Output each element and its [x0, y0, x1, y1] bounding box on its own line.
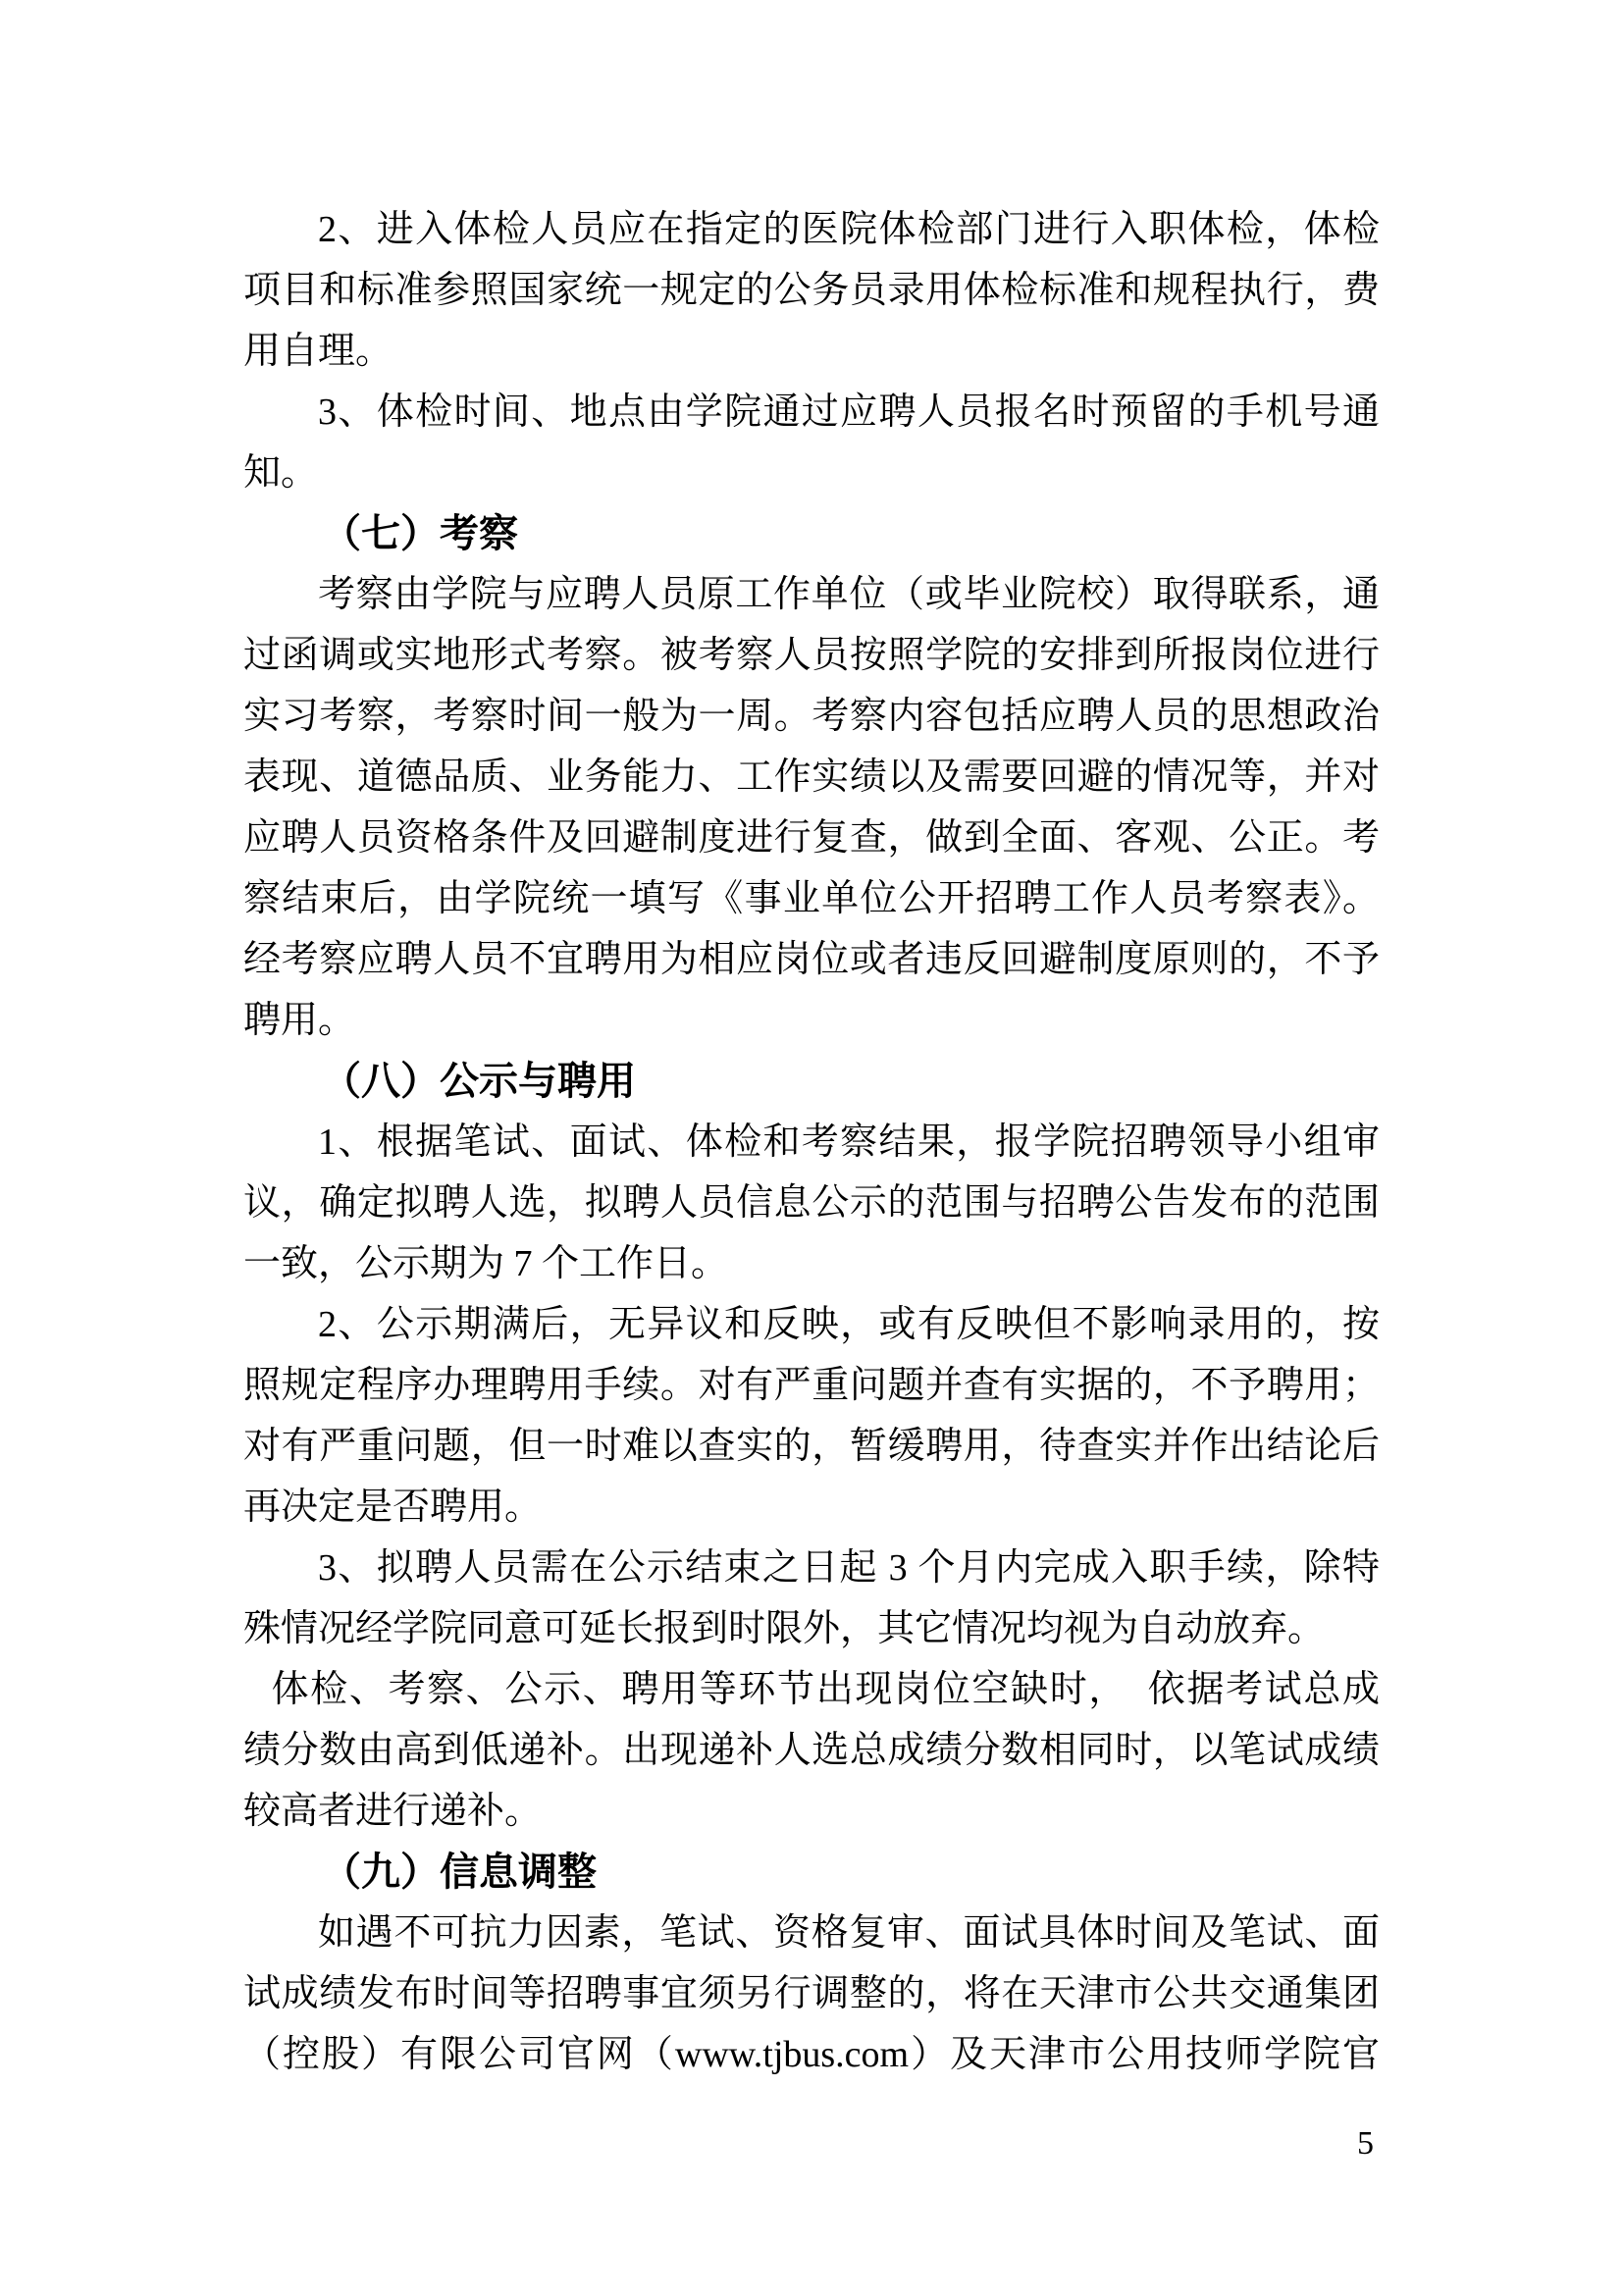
text-line: 照规定程序办理聘用手续。对有严重问题并查有实据的，不予聘用； — [243, 1365, 1380, 1406]
text-line: 应聘人员资格条件及回避制度进行复查，做到全面、客观、公正。考 — [243, 817, 1380, 859]
text-line: 实习考察，考察时间一般为一周。考察内容包括应聘人员的思想政治 — [243, 696, 1380, 737]
text-line: 一致，公示期为 7 个工作日。 — [243, 1243, 729, 1284]
text-line: 知。 — [243, 452, 319, 494]
text-line: 2、公示期满后，无异议和反映，或有反映但不影响录用的，按 — [318, 1304, 1380, 1345]
text-line: 用自理。 — [243, 331, 393, 372]
text-line: 表现、道德品质、业务能力、工作实绩以及需要回避的情况等，并对 — [243, 757, 1380, 798]
text-line: 项目和标准参照国家统一规定的公务员录用体检标准和规程执行，费 — [243, 270, 1380, 311]
text-line: 1、根据笔试、面试、体检和考察结果，报学院招聘领导小组审 — [318, 1122, 1380, 1163]
section-heading: （八）公示与聘用 — [322, 1059, 636, 1103]
text-line: 3、拟聘人员需在公示结束之日起 3 个月内完成入职手续，除特 — [318, 1547, 1380, 1589]
text-line: 2、进入体检人员应在指定的医院体检部门进行入职体检，体检 — [318, 209, 1380, 250]
document-body — [243, 199, 1380, 2085]
text-line: 过函调或实地形式考察。被考察人员按照学院的安排到所报岗位进行 — [243, 635, 1380, 676]
text-line: （控股）有限公司官网（www.tjbus.com）及天津市公用技师学院官 — [243, 2034, 1380, 2075]
section-heading: （七）考察 — [322, 511, 518, 555]
text-line: 再决定是否聘用。 — [243, 1487, 543, 1528]
text-line: 如遇不可抗力因素，笔试、资格复审、面试具体时间及笔试、面 — [318, 1912, 1380, 1954]
text-line: 经考察应聘人员不宜聘用为相应岗位或者违反回避制度原则的，不予 — [243, 939, 1380, 980]
text-line: 聘用。 — [243, 1000, 356, 1041]
text-line: 察结束后，由学院统一填写《事业单位公开招聘工作人员考察表》。 — [243, 878, 1380, 919]
page-number: 5 — [1357, 2125, 1374, 2162]
text-line: 绩分数由高到低递补。出现递补人选总成绩分数相同时，以笔试成绩 — [243, 1730, 1380, 1771]
text-line: 体检、考察、公示、聘用等环节出现岗位空缺时， 依据考试总成 — [271, 1669, 1380, 1710]
text-line: 对有严重问题，但一时难以查实的，暂缓聘用，待查实并作出结论后 — [243, 1426, 1380, 1467]
text-line: 3、体检时间、地点由学院通过应聘人员报名时预留的手机号通 — [318, 391, 1380, 433]
text-line: 考察由学院与应聘人员原工作单位（或毕业院校）取得联系，通 — [318, 574, 1380, 615]
text-line: 议，确定拟聘人选，拟聘人员信息公示的范围与招聘公告发布的范围 — [243, 1182, 1380, 1224]
text-line: 较高者进行递补。 — [243, 1791, 543, 1832]
text-line: 殊情况经学院同意可延长报到时限外，其它情况均视为自动放弃。 — [243, 1608, 1326, 1649]
section-heading: （九）信息调整 — [322, 1850, 597, 1894]
text-line: 试成绩发布时间等招聘事宜须另行调整的，将在天津市公共交通集团 — [243, 1973, 1380, 2014]
